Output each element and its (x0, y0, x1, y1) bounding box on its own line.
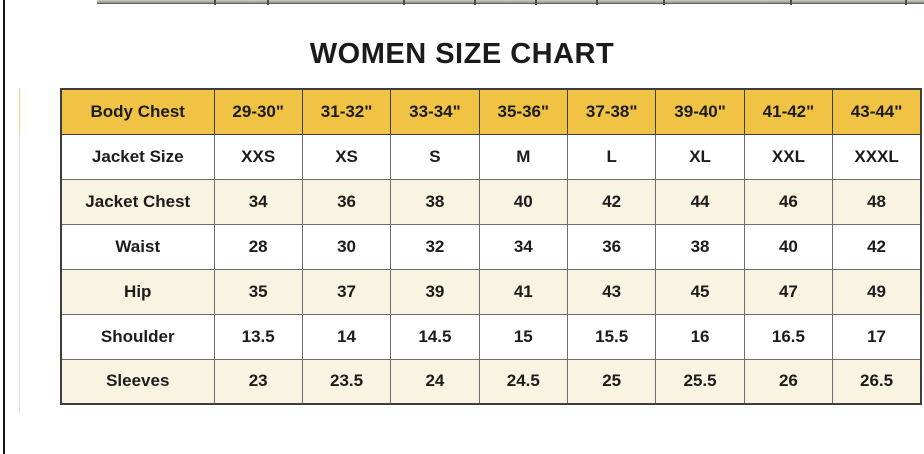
size-value-cell: 30 (302, 224, 390, 269)
size-chart-body (61, 134, 921, 404)
row-label-cell: Waist (61, 224, 214, 269)
size-chart-header-row (61, 89, 921, 134)
size-value-cell: XS (302, 134, 390, 179)
row-label-cell: Hip (61, 269, 214, 314)
row-label-header-cell: Body Chest (61, 89, 214, 134)
row-label-cell: Jacket Chest (61, 179, 214, 224)
size-value-cell: 49 (833, 269, 921, 314)
size-value-cell: 47 (744, 269, 832, 314)
size-value-cell: 25 (568, 359, 656, 404)
size-value-cell: 13.5 (214, 314, 302, 359)
size-value-cell: 39 (391, 269, 479, 314)
cropped-table-remnant (97, 0, 924, 4)
size-value-cell: S (391, 134, 479, 179)
size-value-cell: 14 (302, 314, 390, 359)
ghost-table-edge-gold (19, 88, 20, 135)
size-value-cell: 26 (744, 359, 832, 404)
remnant-cell-divider (214, 0, 216, 5)
size-value-cell: 42 (833, 224, 921, 269)
size-value-cell: 26.5 (833, 359, 921, 404)
size-value-cell: 23 (214, 359, 302, 404)
size-value-cell: 44 (656, 179, 744, 224)
size-value-cell: M (479, 134, 567, 179)
size-value-cell: 15.5 (568, 314, 656, 359)
ghost-table-edge-gray (19, 135, 20, 414)
size-value-cell: XXL (744, 134, 832, 179)
size-value-cell: 36 (302, 179, 390, 224)
size-value-cell: 34 (479, 224, 567, 269)
size-value-cell: XL (656, 134, 744, 179)
size-value-cell: 17 (833, 314, 921, 359)
row-label-cell: Shoulder (61, 314, 214, 359)
remnant-cell-divider (596, 0, 598, 5)
row-label-cell: Sleeves (61, 359, 214, 404)
remnant-cell-divider (474, 0, 476, 5)
size-value-cell: 16 (656, 314, 744, 359)
size-range-header-cell: 29-30" (214, 89, 302, 134)
size-value-cell: 14.5 (391, 314, 479, 359)
size-value-cell: 46 (744, 179, 832, 224)
size-value-cell: 23.5 (302, 359, 390, 404)
size-chart-row (61, 359, 921, 404)
size-value-cell: 16.5 (744, 314, 832, 359)
size-value-cell: 42 (568, 179, 656, 224)
size-value-cell: 38 (656, 224, 744, 269)
size-value-cell: 37 (302, 269, 390, 314)
size-chart-row (61, 224, 921, 269)
remnant-cell-divider (905, 0, 907, 5)
row-label-cell: Jacket Size (61, 134, 214, 179)
size-value-cell: L (568, 134, 656, 179)
remnant-cell-divider (790, 0, 792, 5)
size-chart-row (61, 134, 921, 179)
size-range-header-cell: 35-36" (479, 89, 567, 134)
size-chart-row (61, 314, 921, 359)
size-value-cell: 35 (214, 269, 302, 314)
size-range-header-cell: 41-42" (744, 89, 832, 134)
size-value-cell: 43 (568, 269, 656, 314)
size-value-cell: 41 (479, 269, 567, 314)
size-value-cell: 15 (479, 314, 567, 359)
remnant-cell-divider (535, 0, 537, 5)
women-size-chart-table (60, 88, 922, 405)
size-value-cell: 25.5 (656, 359, 744, 404)
chart-title: WOMEN SIZE CHART (309, 38, 615, 70)
size-value-cell: 45 (656, 269, 744, 314)
size-value-cell: 34 (214, 179, 302, 224)
remnant-cell-divider (403, 0, 405, 5)
size-value-cell: 28 (214, 224, 302, 269)
size-chart-row (61, 179, 921, 224)
size-value-cell: 48 (833, 179, 921, 224)
size-value-cell: 24.5 (479, 359, 567, 404)
size-value-cell: 32 (391, 224, 479, 269)
size-value-cell: 24 (391, 359, 479, 404)
size-value-cell: 36 (568, 224, 656, 269)
size-value-cell: 40 (479, 179, 567, 224)
size-range-header-cell: 37-38" (568, 89, 656, 134)
remnant-cell-divider (663, 0, 665, 5)
size-value-cell: 40 (744, 224, 832, 269)
size-chart-row (61, 269, 921, 314)
size-range-header-cell: 31-32" (302, 89, 390, 134)
size-value-cell: XXXL (833, 134, 921, 179)
size-range-header-cell: 43-44" (833, 89, 921, 134)
size-value-cell: 38 (391, 179, 479, 224)
remnant-cell-divider (267, 0, 269, 5)
size-range-header-cell: 33-34" (391, 89, 479, 134)
size-value-cell: XXS (214, 134, 302, 179)
size-range-header-cell: 39-40" (656, 89, 744, 134)
